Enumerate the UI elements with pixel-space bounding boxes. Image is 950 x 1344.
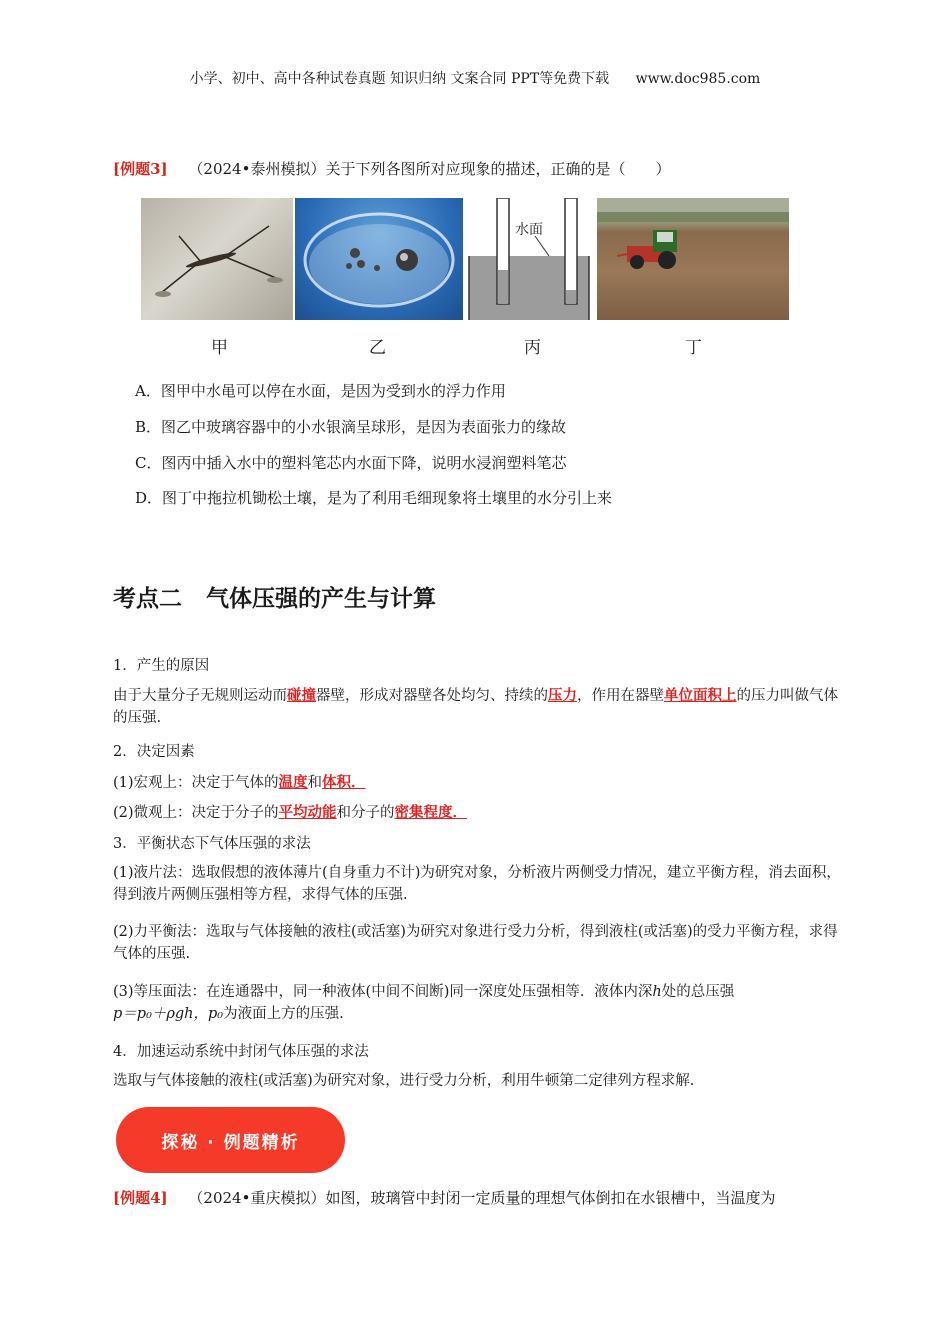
keyword-collision: 碰撞 bbox=[287, 687, 316, 704]
figure-label-ding: 丁 bbox=[685, 338, 702, 358]
example3-label: [例题3] bbox=[113, 160, 168, 178]
example4-label: [例题4] bbox=[113, 1189, 168, 1207]
example4-question bbox=[113, 1187, 775, 1208]
text-segment: 和分子的 bbox=[336, 805, 395, 821]
heading-factors: 2．决定因素 bbox=[113, 744, 195, 760]
paragraph-cause bbox=[113, 685, 843, 730]
paragraph-micro bbox=[113, 802, 843, 825]
text-segment: ，作用在器壁 bbox=[577, 688, 664, 704]
keyword-volume: 体积． bbox=[322, 774, 366, 791]
text-segment: 由于大量分子无规则运动而 bbox=[113, 688, 287, 704]
option-a: A．图甲中水黾可以停在水面，是因为受到水的浮力作用 bbox=[135, 382, 506, 400]
paragraph-liquid-film: (1)液片法：选取假想的液体薄片(自身重力不计)为研究对象，分析液片两侧受力情况，建立平衡方程，消去面积，得到液片两侧压强相等方程，求得气体的压强. bbox=[113, 865, 841, 903]
figure-yi-image bbox=[295, 198, 463, 320]
header-text: 小学、初中、高中各种试卷真题 知识归纳 文案合同 PPT等免费下载 bbox=[189, 71, 610, 87]
paragraph-macro bbox=[113, 772, 843, 795]
paragraph-isobaric bbox=[113, 982, 843, 1026]
option-c: C．图丙中插入水中的塑料笔芯内水面下降，说明水浸润塑料笔芯 bbox=[135, 454, 567, 472]
text-segment: (2)微观上：决定于分子的 bbox=[113, 805, 279, 821]
tubes-in-water-icon bbox=[465, 198, 595, 320]
section-heading: 气体压强的产生与计算 bbox=[206, 586, 436, 612]
heading-acceleration: 4．加速运动系统中封闭气体压强的求法 bbox=[113, 1044, 369, 1060]
text-segment: (3)等压面法：在连通器中，同一种液体(中间不间断)同一深度处压强相等．液体内深 bbox=[113, 984, 653, 1000]
text-segment: 和 bbox=[307, 775, 323, 791]
example3-text: （2024•泰州模拟）关于下列各图所对应现象的描述，正确的是（ ） bbox=[188, 160, 671, 178]
section-title bbox=[113, 580, 436, 613]
figure-label-bing: 丙 bbox=[524, 338, 541, 358]
tractor-icon bbox=[597, 198, 789, 320]
page-header bbox=[0, 68, 950, 88]
text-segment: 为液面上方的压强. bbox=[223, 1005, 344, 1022]
keyword-density: 密集程度． bbox=[394, 804, 468, 821]
keyword-unit-area: 单位面积上 bbox=[664, 687, 737, 704]
heading-equilibrium: 3．平衡状态下气体压强的求法 bbox=[113, 836, 311, 852]
paragraph-force-balance: (2)力平衡法：选取与气体接触的液柱(或活塞)为研究对象进行受力分析，得到液柱(或活塞)的受力平衡方程，求得气体的压强. bbox=[113, 924, 838, 962]
water-surface-label: 水面 bbox=[515, 222, 543, 238]
example3-question bbox=[113, 158, 670, 179]
water-strider-icon bbox=[141, 198, 293, 320]
example4-text: （2024•重庆模拟）如图，玻璃管中封闭一定质量的理想气体倒扣在水银槽中，当温度为 bbox=[188, 1189, 776, 1207]
figure-jia-image bbox=[141, 198, 293, 320]
example3-figures bbox=[141, 198, 789, 320]
figure-bing-image bbox=[465, 198, 595, 320]
paragraph-acceleration: 选取与气体接触的液柱(或活塞)为研究对象，进行受力分析，利用牛顿第二定律列方程求解. bbox=[113, 1073, 695, 1089]
example-badge bbox=[116, 1107, 345, 1173]
heading-cause: 1．产生的原因 bbox=[113, 658, 210, 674]
header-site: www.doc985.com bbox=[635, 71, 761, 87]
figure-label-jia: 甲 bbox=[211, 338, 228, 358]
symbol-h: h bbox=[652, 984, 662, 1000]
badge-text: 探秘 · 例题精析 bbox=[161, 1133, 300, 1153]
option-b: B．图乙中玻璃容器中的小水银滴呈球形，是因为表面张力的缘故 bbox=[135, 418, 567, 436]
formula: p＝p₀＋ρgh，p₀ bbox=[113, 1005, 224, 1022]
keyword-pressure: 压力 bbox=[548, 687, 577, 704]
keyword-temperature: 温度 bbox=[278, 774, 308, 791]
section-number: 考点二 bbox=[113, 586, 182, 612]
petri-dish-icon bbox=[295, 198, 463, 320]
figure-ding-image bbox=[597, 198, 789, 320]
text-segment: 的压力叫做气体的压强. bbox=[113, 688, 838, 726]
text-segment: 处的总压强 bbox=[661, 984, 735, 1000]
figure-label-yi: 乙 bbox=[369, 338, 386, 358]
keyword-avg-kinetic: 平均动能 bbox=[278, 804, 337, 821]
text-segment: 器壁，形成对器壁各处均匀、持续的 bbox=[316, 688, 548, 704]
option-d: D．图丁中拖拉机锄松土壤，是为了利用毛细现象将土壤里的水分引上来 bbox=[135, 489, 613, 507]
text-segment: (1)宏观上：决定于气体的 bbox=[113, 775, 279, 791]
